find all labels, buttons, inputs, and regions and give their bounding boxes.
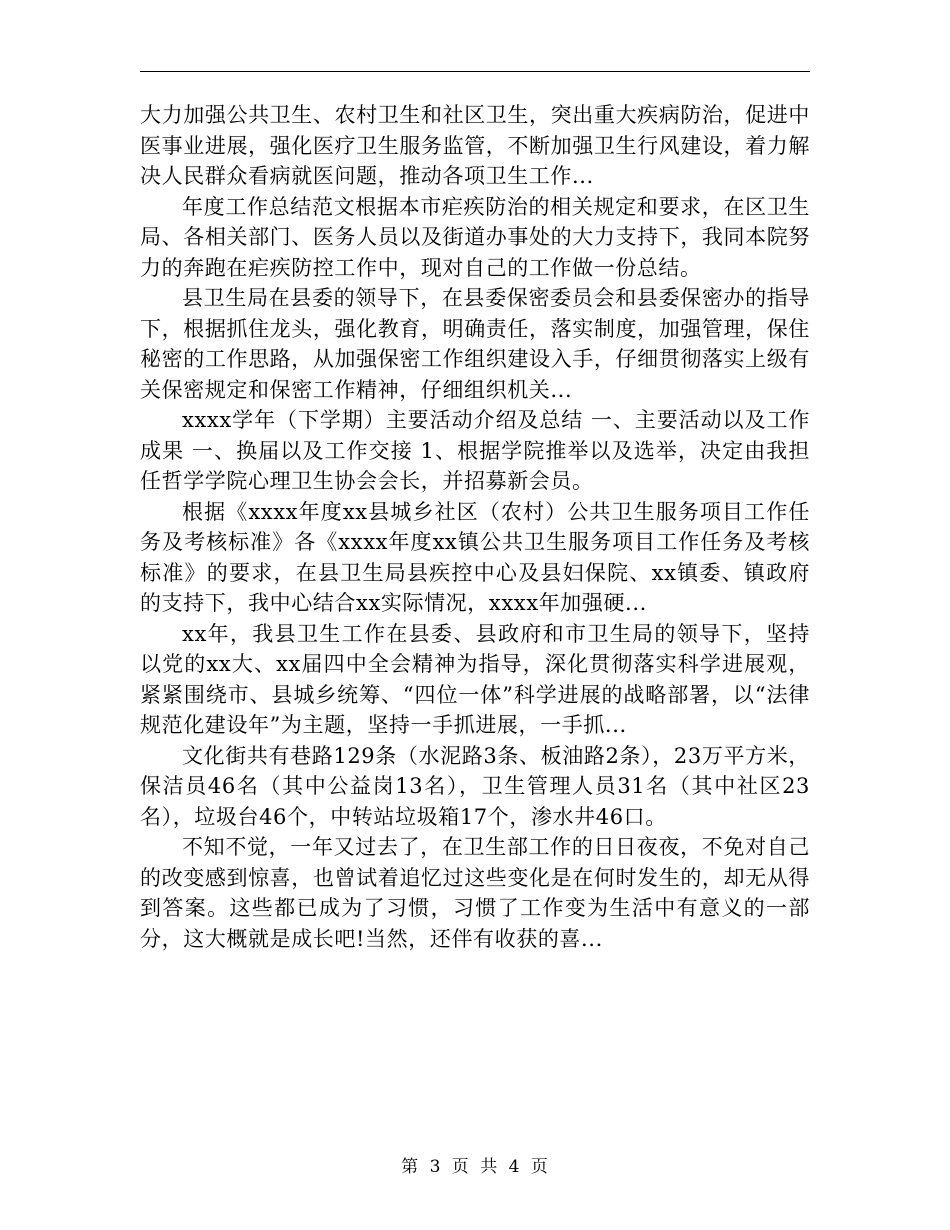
header-rule: [140, 71, 810, 72]
paragraph-7: 文化街共有巷路129条（水泥路3条、板油路2条），23万平方米，保洁员46名（其中公益岗13名），卫生管理人员31名（其中社区23名），垃圾台46个，中转站垃圾箱17个，渗水井46口。: [140, 743, 810, 829]
paragraph-6: xx年，我县卫生工作在县委、县政府和市卫生局的领导下，坚持以党的xx大、xx届四中全会精神为指导，深化贯彻落实科学进展观，紧紧围绕市、县城乡统筹、“四位一体”科学进展的战略部署，以“法律规范化建设年”为主题，坚持一手抓进展，一手抓...: [140, 621, 810, 737]
paragraph-5: 根据《xxxx年度xx县城乡社区（农村）公共卫生服务项目工作任务及考核标准》各《xxxx年度xx镇公共卫生服务项目工作任务及考核标准》的要求，在县卫生局县疾控中心及县妇保院、xx镇委、镇政府的支持下，我中心结合xx实际情况，xxxx年加强硬...: [140, 499, 810, 615]
paragraph-3: 县卫生局在县委的领导下，在县委保密委员会和县委保密办的指导下，根据抓住龙头，强化教育，明确责任，落实制度，加强管理，保住秘密的工作思路，从加强保密工作组织建设入手，仔细贯彻落实上级有关保密规定和保密工作精神，仔细组织机关...: [140, 286, 810, 402]
document-body: [140, 100, 810, 954]
page-number-footer: 第 3 页 共 4 页: [401, 1157, 549, 1177]
paragraph-4: xxxx学年（下学期）主要活动介绍及总结 一、主要活动以及工作成果 一、换届以及工作交接 1、根据学院推举以及选举，决定由我担任哲学学院心理卫生协会会长，并招募新会员。: [140, 408, 810, 493]
paragraph-1: 大力加强公共卫生、农村卫生和社区卫生，突出重大疾病防治，促进中医事业进展，强化医疗卫生服务监管，不断加强卫生行风建设，着力解决人民群众看病就医问题，推动各项卫生工作...: [140, 103, 810, 188]
paragraph-8: 不知不觉，一年又过去了，在卫生部工作的日日夜夜，不免对自己的改变感到惊喜，也曾试着追忆过这些变化是在何时发生的，却无从得到答案。这些都已成为了习惯，习惯了工作变为生活中有意义的一部分，这大概就是成长吧!当然，还伴有收获的喜...: [140, 835, 810, 951]
paragraph-2: 年度工作总结范文根据本市疟疾防治的相关规定和要求，在区卫生局、各相关部门、医务人员以及街道办事处的大力支持下，我同本院努力的奔跑在疟疾防控工作中，现对自己的工作做一份总结。: [140, 194, 810, 280]
